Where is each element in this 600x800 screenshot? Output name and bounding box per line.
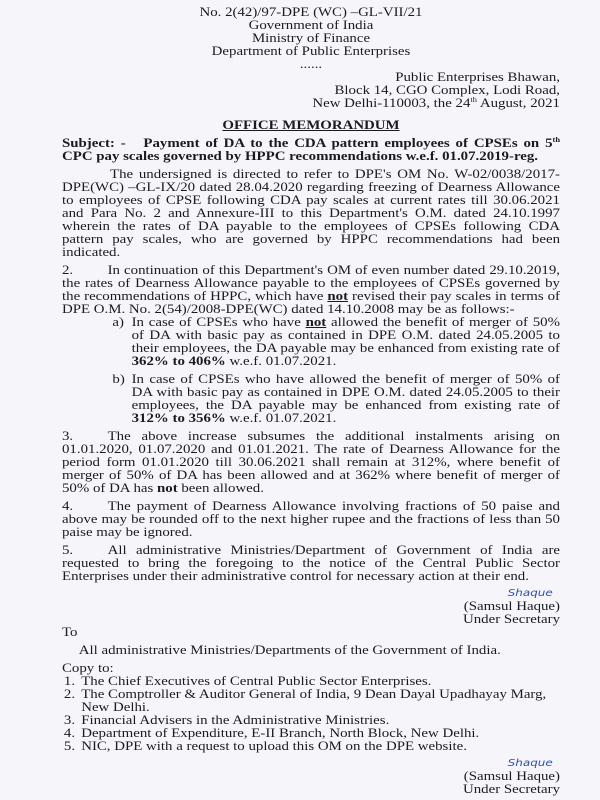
copy-to-label: Copy to: bbox=[62, 661, 114, 675]
ministry-line: Ministry of Finance bbox=[251, 31, 371, 45]
paragraph-4: 4. The payment of Dearness Allowance involving fractions of 50 paise and above may be rounded off to the next higher rupee and the fractions of less than 50 paise may be ignored. bbox=[62, 499, 560, 539]
copy-to-list bbox=[62, 675, 560, 753]
signatory-designation: Under Secretary bbox=[462, 782, 560, 796]
signature-scribble: Shaque bbox=[507, 758, 553, 769]
paragraph-3: 3. The above increase subsumes the additional instalments arising on 01.01.2020, 01.07.2020 and 01.01.2021. The rate of Dearness Allowance for the period form 01.01.2020 till 30.06.2021 shall remain at 312%, where benefit of merger of 50% of DA has been allowed and at 362% where benefit of merger of 50% of DA has not been allowed. bbox=[62, 429, 560, 495]
letterhead bbox=[184, 6, 438, 71]
address-block bbox=[62, 71, 560, 110]
paragraph-5: 5. All administrative Ministries/Department of Government of India are requested to bring the foregoing to the notice of the Central Public Sector Enterprises under their administrative control for necessary action at their end. bbox=[62, 543, 560, 583]
address-line: Block 14, CGO Complex, Lodi Road, bbox=[334, 83, 560, 97]
government-line: Government of India bbox=[248, 18, 374, 32]
list-item: 5. NIC, DPE with a request to upload this OM on the DPE website. bbox=[79, 740, 560, 753]
to-label: To bbox=[62, 625, 78, 639]
addressee: All administrative Ministries/Departments of the Government of India. bbox=[78, 643, 501, 657]
signatory-designation: Under Secretary bbox=[462, 612, 560, 626]
department-line: Department of Public Enterprises bbox=[211, 44, 411, 58]
list-item: 3. Financial Advisers in the Administrative Ministries. bbox=[79, 714, 560, 727]
paragraph-1: The undersigned is directed to refer to DPE's OM No. W-02/0038/2017-DPE(WC) –GL-IX/20 dated 28.04.2020 regarding freezing of Dearness Allowance to employees of CPSE following CDA pay scales at current rates till 30.06.2021 and Para No. 2 and Annexure-III to this Department's O.M. dated 24.10.1997 wherein the rates of DA payable to the employees of CPSEs following CDA pattern pay scales, who are governed by HPPC recommendations had been indicated. bbox=[62, 167, 560, 259]
list-item: 4. Department of Expenditure, E-II Branch, North Block, New Delhi. bbox=[79, 727, 560, 740]
signatory-name: (Samsul Haque) bbox=[463, 769, 560, 783]
page-title: OFFICE MEMORANDUM bbox=[222, 118, 400, 132]
date-line: New Delhi-110003, the 24th August, 2021 bbox=[312, 95, 560, 110]
signature-scribble: Shaque bbox=[507, 588, 553, 599]
signatory-block bbox=[62, 758, 560, 796]
paragraph-2: 2. In continuation of this Department's OM of even number dated 29.10.2019, the rates of Dearness Allowance payable to the employees of CPSEs governed by the recommendations of HPPC, which have not revised their pay scales in terms of DPE O.M. No. 2(54)/2008-DPE(WC) dated 14.10.2008 may be as follows:- bbox=[62, 263, 560, 316]
signatory-name: (Samsul Haque) bbox=[463, 599, 560, 613]
document-body bbox=[62, 0, 560, 796]
address-line: Public Enterprises Bhawan, bbox=[395, 70, 560, 84]
list-item: 2. The Comptroller & Auditor General of India, 9 Dean Dayal Upadhayay Marg, New Delhi. bbox=[79, 688, 560, 714]
list-item: 1. The Chief Executives of Central Public Sector Enterprises. bbox=[79, 675, 560, 688]
sub-paragraph-b: b) In case of CPSEs who have allowed the benefit of merger of 50% of DA with basic pay as contained in DPE O.M. dated 24.05.2005 to their employees, the DA payable may be enhanced from existing rate of 312% to 356% w.e.f. 01.07.2021. bbox=[112, 372, 560, 425]
signatory-block bbox=[62, 588, 560, 626]
separator-dots: ...... bbox=[299, 57, 323, 71]
sub-paragraph-a: a) In case of CPSEs who have not allowed the benefit of merger of 50% of DA with basic pay as contained in DPE O.M. dated 24.05.2005 to their employees, the DA payable may be enhanced from existing rate of 362% to 406% w.e.f. 01.07.2021. bbox=[112, 315, 560, 368]
reference-number: No. 2(42)/97-DPE (WC) –GL-VII/21 bbox=[199, 5, 423, 19]
subject: Subject: - Payment of DA to the CDA pattern employees of CPSEs on 5th CPC pay scales governed by HPPC recommendations w.e.f. 01.07.2019-reg. bbox=[62, 135, 561, 163]
